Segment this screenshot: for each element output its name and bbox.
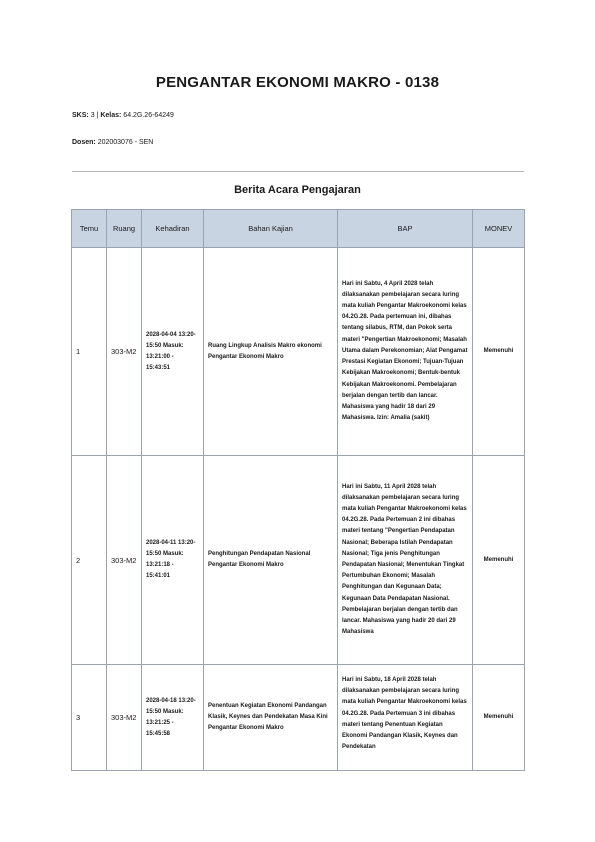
table-row xyxy=(72,665,525,771)
sks-value: 3 xyxy=(90,112,95,119)
cell-kehadiran: 2028-04-18 13:20-15:50 Masuk: 13:21:25 - 15:45:58 xyxy=(142,665,204,771)
teaching-record-table xyxy=(71,209,525,771)
kelas-label: Kelas: xyxy=(100,112,122,119)
column-header-ruang: Ruang xyxy=(107,210,142,248)
cell-ruang: 303-M2 xyxy=(107,248,142,456)
cell-bahan-kajian: Penghitungan Pendapatan Nasional Pengantar Ekonomi Makro xyxy=(204,456,338,665)
section-title: Berita Acara Pengajaran xyxy=(234,184,361,196)
table-row xyxy=(72,456,525,665)
dosen-value: 202003076 - SEN xyxy=(97,139,154,146)
course-title: PENGANTAR EKONOMI MAKRO - 0138 xyxy=(155,74,440,91)
cell-monev: Memenuhi xyxy=(473,665,525,771)
cell-bap: Hari ini Sabtu, 18 April 2028 telah dilaksanakan pembelajaran secara luring mata kuliah Pengantar Makroekonomi kelas 04.2G.28. Pada Pertemuan 3 ini dibahas materi tentang Penentuan Kegiatan Ekonomi Pandangan Klasik, Keynes dan Pendekatan xyxy=(338,665,473,771)
table-header-row xyxy=(72,210,525,248)
lecturer-line xyxy=(72,139,153,146)
column-header-monev: MONEV xyxy=(473,210,525,248)
cell-bap: Hari ini Sabtu, 11 April 2028 telah dilaksanakan pembelajaran secara luring mata kuliah Pengantar Makroekonomi kelas 04.2G.28. Pada Pertemuan 2 ini dibahas materi tentang "Pengertian Pendapatan Nasional; Beberapa Istilah Pendapatan Nasional; Tiga jenis Penghitungan Pendapatan Nasional; Menentukan Tingkat Pertumbuhan Ekonomi; Masalah Penghitungan dan Kegunaan Data; Kegunaan Data Pendapatan Nasional. Pembelajaran berjalan dengan tertib dan lancar. Mahasiswa yang hadir 20 dari 29 Mahasiswa xyxy=(338,456,473,665)
column-header-temu: Temu xyxy=(72,210,107,248)
cell-temu: 2 xyxy=(72,456,107,665)
column-header-bahan-kajian: Bahan Kajian xyxy=(204,210,338,248)
dosen-label: Dosen: xyxy=(72,139,96,146)
cell-kehadiran: 2028-04-04 13:20-15:50 Masuk: 13:21:00 - 15:43:51 xyxy=(142,248,204,456)
cell-bahan-kajian: Penentuan Kegiatan Ekonomi Pandangan Klasik, Keynes dan Pendekatan Masa Kini Pengantar Ekonomi Makro xyxy=(204,665,338,771)
kelas-value: 64.2G.26-64249 xyxy=(123,112,174,119)
column-header-bap: BAP xyxy=(338,210,473,248)
cell-ruang: 303-M2 xyxy=(107,665,142,771)
table-row xyxy=(72,248,525,456)
sks-label: SKS: xyxy=(72,112,89,119)
cell-bahan-kajian: Ruang Lingkup Analisis Makro ekonomi Pengantar Ekonomi Makro xyxy=(204,248,338,456)
cell-monev: Memenuhi xyxy=(473,248,525,456)
cell-temu: 3 xyxy=(72,665,107,771)
cell-ruang: 303-M2 xyxy=(107,456,142,665)
cell-kehadiran: 2028-04-11 13:20-15:50 Masuk: 13:21:18 - 15:41:01 xyxy=(142,456,204,665)
cell-bap: Hari ini Sabtu, 4 April 2028 telah dilaksanakan pembelajaran secara luring mata kuliah Pengantar Makroekonomi kelas 04.2G.28. Pada pertemuan ini, dibahas tentang silabus, RTM, dan Pokok serta materi "Pengertian Makroekonomi; Masalah Utama dalam Perekonomian; Alat Pengamat Prestasi Kegiatan Ekonomi; Tujuan-Tujuan Kebijakan Makroekonomi; Bentuk-bentuk Kebijakan Makroekonomi. Pembelajaran berjalan dengan tertib dan lancar. Mahasiswa yang hadir 18 dari 29 Mahasiswa. Izin: Amalia (sakit) xyxy=(338,248,473,456)
header-divider xyxy=(72,171,524,172)
cell-temu: 1 xyxy=(72,248,107,456)
column-header-kehadiran: Kehadiran xyxy=(142,210,204,248)
cell-monev: Memenuhi xyxy=(473,456,525,665)
course-meta-line xyxy=(72,112,174,119)
meta-separator: | xyxy=(96,112,99,119)
